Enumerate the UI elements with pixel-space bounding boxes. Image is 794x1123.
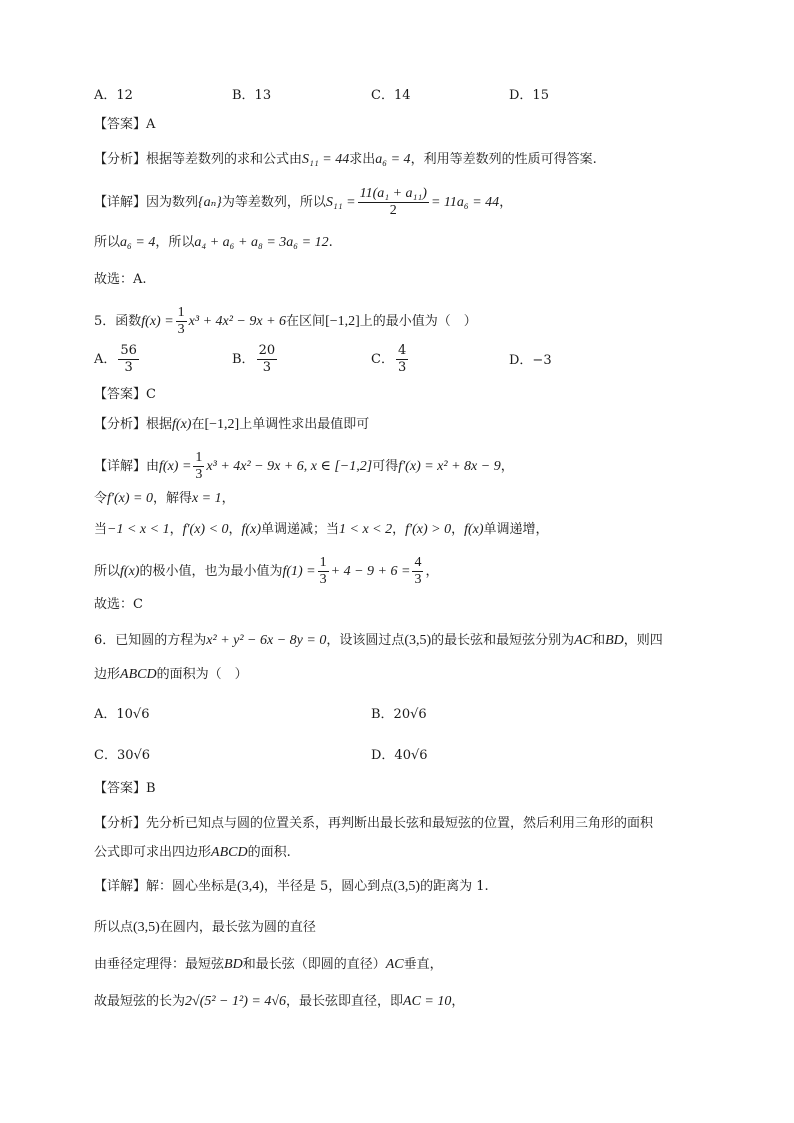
q6-detail-line4 bbox=[94, 992, 714, 1012]
detail-tag: 【详解】 bbox=[94, 459, 147, 474]
fraction bbox=[257, 343, 278, 376]
text: 可得 bbox=[372, 459, 399, 474]
text: 先分析已知点与圆的位置关系，再判断出最长弦和最短弦的位置，然后利用三角形的面积 bbox=[146, 816, 654, 831]
q6-detail-line2 bbox=[94, 918, 714, 938]
q6-analysis bbox=[94, 814, 714, 834]
numerator: 56 bbox=[120, 343, 137, 358]
q6-option-a: A．10√6 bbox=[94, 707, 150, 722]
q5-answer: 【答案】C bbox=[94, 387, 156, 402]
q4-option-a: A．12 bbox=[94, 88, 133, 103]
math: [−1,2] bbox=[204, 417, 240, 432]
text: ，则四 bbox=[623, 633, 663, 648]
math: ABCD bbox=[211, 845, 248, 860]
q5-choose: 故选：C bbox=[94, 597, 143, 612]
numerator: 20 bbox=[258, 343, 276, 358]
math: (3,4) bbox=[237, 879, 264, 894]
q6-option-c: C．30√6 bbox=[94, 748, 151, 763]
denominator: 3 bbox=[195, 467, 203, 482]
math: −1 < x < 1 bbox=[107, 522, 170, 537]
math: x³ + 4x² − 9x + 6 bbox=[188, 314, 287, 329]
detail-tag: 【详解】 bbox=[94, 195, 147, 210]
text: 公式即可求出四边形 bbox=[94, 845, 212, 860]
text: A． bbox=[94, 352, 117, 367]
text: 5．函数 bbox=[94, 314, 142, 329]
math: x = 1 bbox=[191, 491, 222, 506]
q4-detail bbox=[94, 186, 714, 219]
text: ，利用等差数列的性质可得答案. bbox=[410, 152, 597, 167]
denominator: 2 bbox=[389, 203, 397, 218]
q5-stem bbox=[94, 305, 714, 338]
math: S₁₁ = bbox=[325, 195, 356, 210]
fraction bbox=[396, 343, 408, 376]
math: f′(x) > 0 bbox=[405, 522, 452, 537]
text: 解：圆心坐标是 bbox=[146, 879, 238, 894]
q5-detail-line2 bbox=[94, 489, 714, 509]
text: 上单调性求出最值即可 bbox=[239, 417, 370, 432]
math: (3,5) bbox=[133, 920, 160, 935]
text: ， bbox=[451, 994, 465, 1009]
text: 求出 bbox=[349, 152, 376, 167]
math: + 4 − 9 + 6 = bbox=[330, 564, 411, 579]
text: 当 bbox=[94, 522, 108, 537]
numerator: 4 bbox=[414, 555, 422, 570]
text: 根据等差数列的求和公式由 bbox=[146, 152, 303, 167]
numerator: 1 bbox=[319, 555, 327, 570]
text: 的最长弦和最短弦分别为 bbox=[431, 633, 575, 648]
q6-stem-line2 bbox=[94, 665, 714, 685]
q6-option-d: D．40√6 bbox=[371, 748, 428, 763]
text: B． bbox=[232, 352, 255, 367]
math: AC bbox=[574, 633, 593, 648]
text: ， bbox=[500, 459, 514, 474]
q5-detail-line3 bbox=[94, 520, 714, 540]
q4-detail-line2 bbox=[94, 233, 714, 253]
denominator: 3 bbox=[319, 572, 327, 587]
q5-option-d: D．−3 bbox=[509, 353, 552, 368]
text: ，所以 bbox=[155, 235, 195, 250]
q5-option-c bbox=[371, 343, 410, 376]
q6-detail bbox=[94, 877, 714, 897]
q6-analysis-line2 bbox=[94, 843, 714, 863]
fraction bbox=[193, 450, 204, 483]
math: a₆ = 4 bbox=[375, 152, 411, 167]
text: 令 bbox=[94, 491, 108, 506]
q4-analysis bbox=[94, 150, 714, 170]
text: 因为数列 bbox=[146, 195, 199, 210]
math: AC bbox=[385, 957, 404, 972]
text: 单调递增， bbox=[483, 522, 549, 537]
math: = 11a₆ = 44 bbox=[430, 195, 500, 210]
math: a₄ + a₆ + a₈ = 3a₆ = 12 bbox=[194, 235, 329, 250]
math: (3,5) bbox=[393, 879, 421, 894]
math: a₆ = 4 bbox=[120, 235, 156, 250]
text: 故最短弦的长为 bbox=[94, 994, 186, 1009]
text: 所以点 bbox=[94, 920, 134, 935]
text: . bbox=[328, 235, 333, 250]
text: 根据 bbox=[146, 417, 173, 432]
math: f(1) = bbox=[282, 564, 316, 579]
q6-detail-line3 bbox=[94, 955, 714, 975]
q5-option-b bbox=[232, 343, 279, 376]
text: ，设该圆过点 bbox=[326, 633, 405, 648]
denominator: 3 bbox=[262, 360, 271, 375]
text: C． bbox=[371, 352, 394, 367]
math: f′(x) = 0 bbox=[107, 491, 153, 506]
math: f′(x) = x² + 8x − 9 bbox=[398, 459, 501, 474]
q4-answer: 【答案】A bbox=[94, 117, 156, 132]
math: [−1,2] bbox=[325, 314, 360, 329]
text: 的极小值，也为最小值为 bbox=[139, 564, 283, 579]
q6-answer: 【答案】B bbox=[94, 781, 156, 796]
math: {aₙ} bbox=[198, 195, 222, 210]
text: ， bbox=[425, 564, 439, 579]
q4-choose: 故选：A. bbox=[94, 272, 147, 287]
math: BD bbox=[224, 957, 243, 972]
q4-option-b: B．13 bbox=[232, 88, 272, 103]
text: 所以 bbox=[94, 235, 121, 250]
text: ，解得 bbox=[152, 491, 192, 506]
math: f′(x) < 0 bbox=[182, 522, 229, 537]
text: 6．已知圆的方程为 bbox=[94, 633, 207, 648]
analysis-tag: 【分析】 bbox=[94, 152, 147, 167]
numerator: 1 bbox=[177, 305, 185, 320]
numerator: 4 bbox=[397, 343, 407, 358]
math: x² + y² − 6x − 8y = 0 bbox=[206, 633, 327, 648]
denominator: 3 bbox=[397, 360, 407, 375]
q4-option-d: D．15 bbox=[509, 88, 549, 103]
math: AC = 10 bbox=[403, 994, 452, 1009]
text: ， bbox=[392, 522, 406, 537]
numerator: 1 bbox=[195, 450, 203, 465]
text: ， bbox=[499, 195, 513, 210]
text: ， bbox=[451, 522, 465, 537]
math: f(x) bbox=[120, 564, 140, 579]
text: ， bbox=[169, 522, 183, 537]
q5-option-a bbox=[94, 343, 141, 376]
text: 的面积为（ ） bbox=[156, 667, 248, 682]
math: (3,5) bbox=[404, 633, 432, 648]
q6-stem bbox=[94, 631, 714, 651]
math: f(x) bbox=[172, 417, 192, 432]
text: 和最长弦（即圆的直径） bbox=[242, 957, 386, 972]
analysis-tag: 【分析】 bbox=[94, 816, 147, 831]
text: 由垂径定理得：最短弦 bbox=[94, 957, 225, 972]
math: f(x) bbox=[464, 522, 484, 537]
text: ，最长弦即直径，即 bbox=[286, 994, 404, 1009]
text: 和 bbox=[592, 633, 606, 648]
text: 在区间 bbox=[286, 314, 326, 329]
text: 在 bbox=[191, 417, 205, 432]
text: 边形 bbox=[94, 667, 121, 682]
q4-option-c: C．14 bbox=[371, 88, 411, 103]
math: ABCD bbox=[120, 667, 157, 682]
math: 1 < x < 2 bbox=[339, 522, 393, 537]
text: 上的最小值为（ ） bbox=[359, 314, 477, 329]
q5-detail-line4 bbox=[94, 555, 714, 588]
text: 由 bbox=[146, 459, 160, 474]
q5-analysis bbox=[94, 415, 714, 435]
math: f(x) = bbox=[141, 314, 174, 329]
math: BD bbox=[605, 633, 624, 648]
text: 的面积. bbox=[247, 845, 291, 860]
q5-detail bbox=[94, 450, 714, 483]
math: 2√(5² − 1²) = 4√6 bbox=[185, 994, 286, 1009]
detail-tag: 【详解】 bbox=[94, 879, 147, 894]
denominator: 3 bbox=[177, 322, 185, 337]
math: S₁₁ = 44 bbox=[302, 152, 350, 167]
text: ，半径是 5，圆心到点 bbox=[263, 879, 394, 894]
numerator: 11(a₁ + a₁₁) bbox=[359, 186, 427, 201]
analysis-tag: 【分析】 bbox=[94, 417, 147, 432]
denominator: 3 bbox=[414, 572, 422, 587]
math: x³ + 4x² − 9x + 6, x ∈ [−1,2] bbox=[206, 459, 373, 474]
q6-option-b: B．20√6 bbox=[371, 707, 427, 722]
text: ， bbox=[221, 491, 235, 506]
math: f(x) = bbox=[159, 459, 192, 474]
text: 为等差数列，所以 bbox=[221, 195, 326, 210]
fraction bbox=[358, 186, 429, 219]
text: 的距离为 1. bbox=[420, 879, 489, 894]
fraction bbox=[118, 343, 139, 376]
text: 在圆内，最长弦为圆的直径 bbox=[159, 920, 316, 935]
math: f(x) bbox=[241, 522, 261, 537]
text: ， bbox=[228, 522, 242, 537]
text: 单调递减；当 bbox=[260, 522, 339, 537]
denominator: 3 bbox=[124, 360, 133, 375]
fraction bbox=[318, 555, 329, 588]
fraction bbox=[412, 555, 423, 588]
fraction bbox=[176, 305, 187, 338]
text: 所以 bbox=[94, 564, 121, 579]
text: 垂直， bbox=[403, 957, 443, 972]
